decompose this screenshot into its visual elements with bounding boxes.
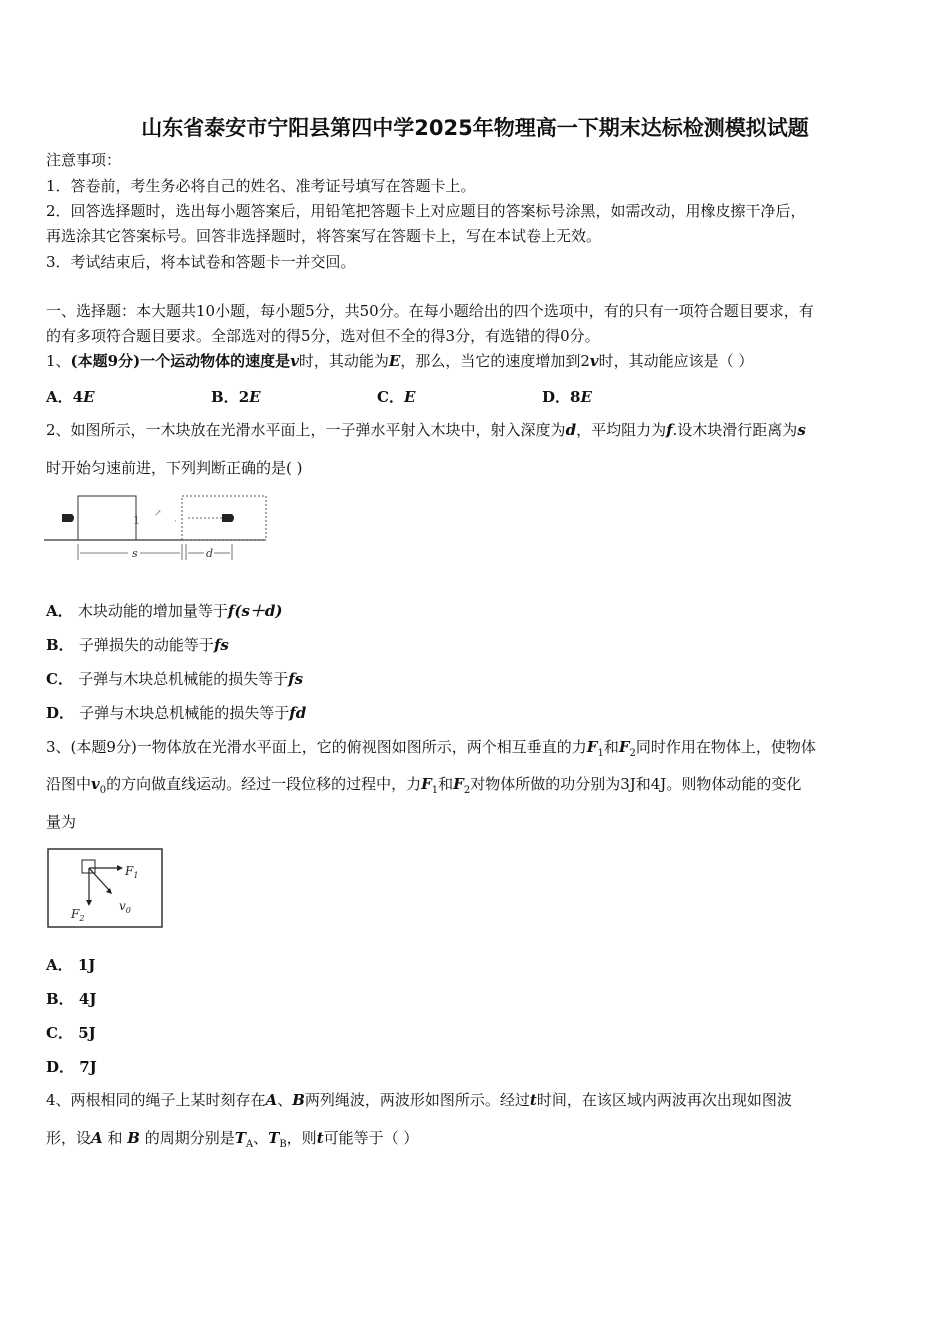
question-3-stem-line-2: 沿图中$v_0$的方向做直线运动。经过一段位移的过程中，力$F_1$和$F_2$对物体所做的功分别为3J和4J。则物体动能的变化 — [46, 775, 802, 796]
q2-option-b[interactable]: B． 子弹损失的动能等于fs — [46, 636, 229, 654]
section-intro-line-2: 的有多项符合题目要求。全部选对的得5分，选对但不全的得3分，有选错的得0分。 — [46, 327, 600, 345]
q1-option-c[interactable]: C．E — [377, 388, 416, 406]
label-v0: $v_0$ — [119, 899, 131, 915]
q3-option-c[interactable]: C． 5J — [46, 1024, 96, 1042]
q1-pre: (本题9分)一个运动物体的速度是 — [70, 352, 291, 370]
question-3-stem-line-1: 3、(本题9分)一物体放在光滑水平面上，它的俯视图如图所示，两个相互垂直的力$F_1$和$F_2$同时作用在物体上，使物体 — [46, 738, 816, 759]
q3-option-a[interactable]: A． 1J — [46, 956, 96, 974]
q1-e: E — [388, 352, 401, 370]
notice-item-3: 3．考试结束后，将本试卷和答题卡一并交回。 — [46, 253, 356, 271]
q3-option-d[interactable]: D． 7J — [46, 1058, 97, 1076]
q1-v2: v — [589, 352, 599, 370]
bullet-block-figure — [44, 490, 269, 565]
q1-post: 时，其动能应该是（ ） — [598, 352, 754, 370]
q2-option-d[interactable]: D． 子弹与木块总机械能的损失等于fd — [46, 704, 307, 722]
q1-number: 1、 — [46, 352, 71, 370]
q1-mid2: ，那么，当它的速度增加到2 — [400, 352, 590, 370]
q3-option-b[interactable]: B． 4J — [46, 990, 97, 1008]
svg-text:↗: ↗ — [154, 509, 162, 519]
arrow-v0 — [89, 868, 109, 890]
notice-item-2-cont: 再选涂其它答案标号。回答非选择题时，将答案写在答题卡上，写在本试卷上无效。 — [46, 227, 602, 245]
question-3-stem-line-3: 量为 — [46, 813, 77, 831]
bullet-embedded — [222, 514, 234, 522]
svg-text:·: · — [174, 517, 177, 527]
label-f2: $F_2$ — [71, 907, 85, 923]
force-vector-figure — [47, 848, 164, 929]
label-s: s — [132, 547, 138, 560]
label-d: d — [206, 547, 214, 560]
svg-text:1: 1 — [133, 514, 140, 527]
q1-v: v — [290, 352, 299, 370]
q1-option-a[interactable]: A．4E — [46, 388, 95, 406]
question-2-stem-line-2: 时开始匀速前进，下列判断正确的是( ) — [46, 459, 303, 477]
q2-option-c[interactable]: C． 子弹与木块总机械能的损失等于fs — [46, 670, 304, 688]
bullet-left — [62, 514, 74, 522]
q1-option-d[interactable]: D．8E — [542, 388, 592, 406]
label-f1: $F_1$ — [125, 864, 139, 880]
block-initial — [78, 496, 136, 540]
notice-item-2: 2．回答选择题时，选出每小题答案后，用铅笔把答题卡上对应题目的答案标号涂黑，如需改动，用橡皮擦干净后， — [46, 202, 806, 220]
notice-heading: 注意事项： — [46, 151, 122, 169]
question-1-stem — [46, 351, 753, 371]
page-title: 山东省泰安市宁阳县第四中学2025年物理高一下期末达标检测模拟试题 — [141, 116, 809, 140]
q1-option-b[interactable]: B．2E — [211, 388, 261, 406]
q1-mid1: 时，其动能为 — [298, 352, 389, 370]
question-4-stem-line-1: 4、两根相同的绳子上某时刻存在A、B两列绳波，两波形如图所示。经过t时间，在该区域内两波再次出现如图波 — [46, 1091, 792, 1109]
question-2-stem-line-1: 2、如图所示，一木块放在光滑水平面上，一子弹水平射入木块中，射入深度为d，平均阻力为f.设木块滑行距离为s — [46, 421, 806, 439]
q2-option-a[interactable]: A． 木块动能的增加量等于f(s＋d) — [46, 602, 283, 620]
notice-item-1: 1．答卷前，考生务必将自己的姓名、准考证号填写在答题卡上。 — [46, 177, 476, 195]
section-intro-line-1: 一、选择题：本大题共10小题，每小题5分，共50分。在每小题给出的四个选项中，有的只有一项符合题目要求，有 — [46, 302, 814, 320]
question-4-stem-line-2: 形，设A 和 B 的周期分别是$T_A$、$T_B$，则t可能等于（ ） — [46, 1129, 419, 1150]
figure-border — [48, 849, 162, 927]
